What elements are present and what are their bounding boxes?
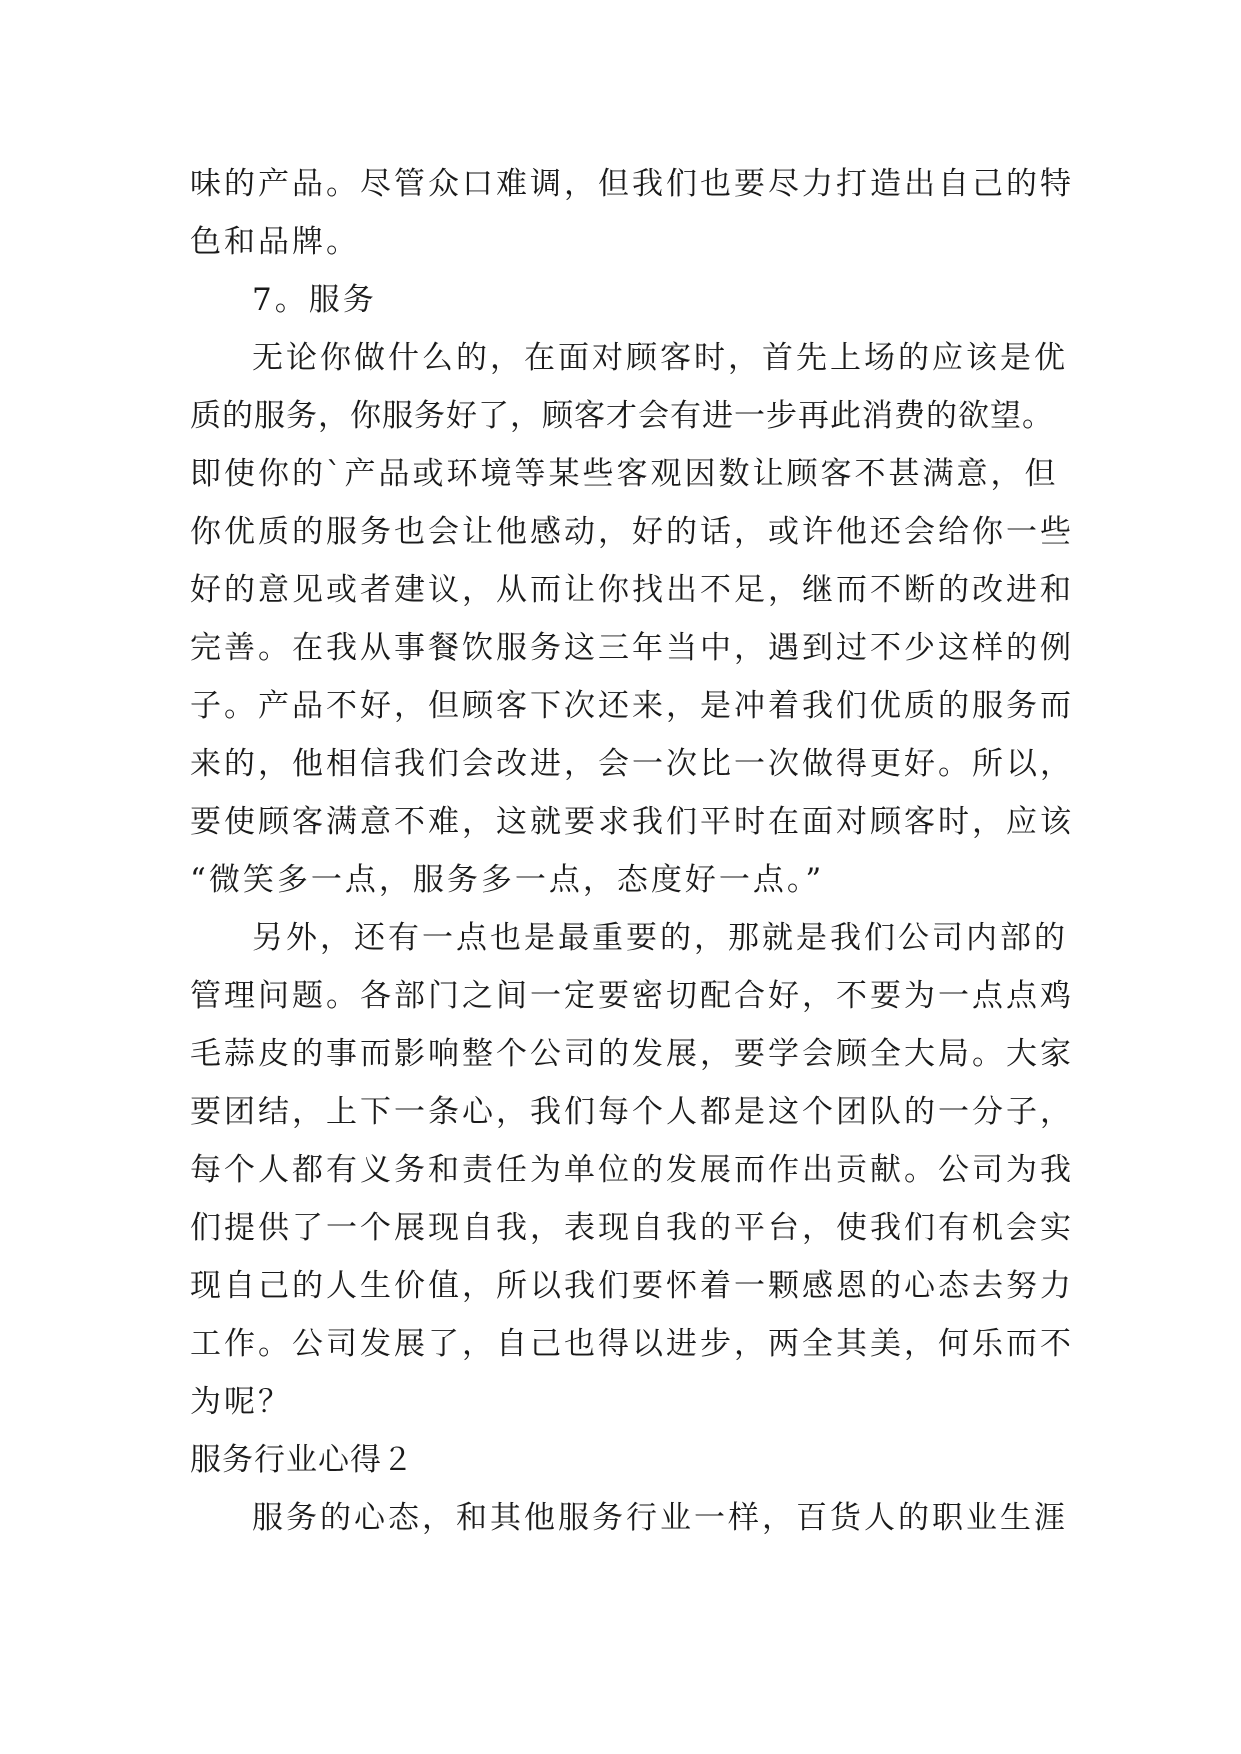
text-line: 要使顾客满意不难，这就要求我们平时在面对顾客时，应该 xyxy=(190,804,1074,840)
text-line: 即使你的`产品或环境等某些客观因数让顾客不甚满意，但 xyxy=(190,456,1059,492)
text-line: 为呢？ xyxy=(190,1384,292,1420)
text-line: 好的意见或者建议，从而让你找出不足，继而不断的改进和 xyxy=(190,572,1074,608)
text-line: “微笑多一点，服务多一点，态度好一点。” xyxy=(190,862,825,898)
text-line: 你优质的服务也会让他感动，好的话，或许他还会给你一些 xyxy=(190,514,1074,550)
text-line: 来的，他相信我们会改进，会一次比一次做得更好。所以， xyxy=(190,746,1074,782)
text-line: 毛蒜皮的事而影响整个公司的发展，要学会顾全大局。大家 xyxy=(190,1036,1074,1072)
text-line: 子。产品不好，但顾客下次还来，是冲着我们优质的服务而 xyxy=(190,688,1074,724)
section-heading: 7。服务 xyxy=(252,282,377,318)
text-line: 工作。公司发展了，自己也得以进步，两全其美，何乐而不 xyxy=(190,1326,1074,1362)
text-line: 每个人都有义务和责任为单位的发展而作出贡献。公司为我 xyxy=(190,1152,1074,1188)
text-line: 要团结，上下一条心，我们每个人都是这个团队的一分子， xyxy=(190,1094,1074,1130)
text-line: 质的服务，你服务好了，顾客才会有进一步再此消费的欲望。 xyxy=(190,398,1054,434)
text-line: 现自己的人生价值，所以我们要怀着一颗感恩的心态去努力 xyxy=(190,1268,1074,1304)
text-line: 色和品牌。 xyxy=(190,224,360,260)
text-line: 味的产品。尽管众口难调，但我们也要尽力打造出自己的特 xyxy=(190,166,1074,202)
paragraph-start: 另外，还有一点也是最重要的，那就是我们公司内部的 xyxy=(252,920,1068,956)
text-line: 完善。在我从事餐饮服务这三年当中，遇到过不少这样的例 xyxy=(190,630,1074,666)
paragraph-start: 服务的心态，和其他服务行业一样，百货人的职业生涯 xyxy=(252,1500,1068,1536)
paragraph-start: 无论你做什么的，在面对顾客时，首先上场的应该是优 xyxy=(252,340,1068,376)
text-line: 们提供了一个展现自我，表现自我的平台，使我们有机会实 xyxy=(190,1210,1074,1246)
text-line: 管理问题。各部门之间一定要密切配合好，不要为一点点鸡 xyxy=(190,978,1074,1014)
section-title: 服务行业心得２ xyxy=(190,1442,414,1478)
